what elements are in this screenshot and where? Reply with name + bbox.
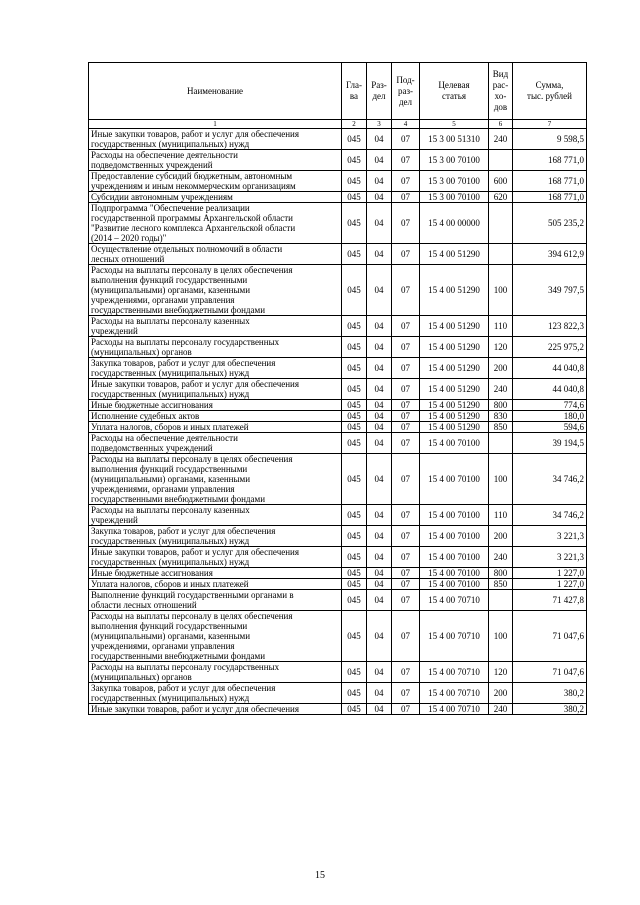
table-row (89, 171, 587, 192)
cell-sum: 44 040,8 (513, 358, 587, 379)
header-stat-text: Целевая статья (438, 80, 470, 101)
cell-sum: 774,6 (513, 400, 587, 411)
cell-glava: 045 (342, 454, 367, 505)
header-stat (420, 63, 489, 120)
cell-sum: 123 822,3 (513, 316, 587, 337)
cell-name-line: государственных (муниципальных) нужд (91, 139, 250, 149)
cell-name (89, 611, 342, 662)
cell-stat: 15 4 00 70710 (420, 590, 489, 611)
table-row (89, 422, 587, 433)
cell-name (89, 422, 342, 433)
cell-name-line: Предоставление субсидий бюджетным, автономным (91, 171, 293, 181)
cell-sum: 1 227,0 (513, 568, 587, 579)
cell-name-line: государственными внебюджетными фондами (91, 494, 266, 504)
cell-glava: 045 (342, 547, 367, 568)
cell-name-line: учреждений (91, 326, 138, 336)
cell-sum: 380,2 (513, 683, 587, 704)
cell-razdel: 04 (367, 337, 392, 358)
cell-stat: 15 4 00 70100 (420, 454, 489, 505)
table-row (89, 358, 587, 379)
cell-glava: 045 (342, 579, 367, 590)
cell-razdel: 04 (367, 150, 392, 171)
table-row (89, 265, 587, 316)
header-razdel-text: Раз- дел (371, 80, 387, 101)
cell-razdel: 04 (367, 433, 392, 454)
cell-name-line: подведомственных учреждений (91, 160, 213, 170)
cell-stat: 15 4 00 70710 (420, 662, 489, 683)
cell-name-line: Расходы на обеспечение деятельности (91, 433, 238, 443)
cell-podrazdel: 07 (392, 611, 420, 662)
cell-vid: 240 (489, 129, 513, 150)
cell-sum: 225 975,2 (513, 337, 587, 358)
cell-glava: 045 (342, 505, 367, 526)
cell-podrazdel: 07 (392, 411, 420, 422)
cell-name-line: государственных (муниципальных) нужд (91, 389, 250, 399)
cell-vid: 100 (489, 454, 513, 505)
cell-stat: 15 4 00 70100 (420, 547, 489, 568)
cell-name (89, 704, 342, 715)
cell-name-line: Подпрограмма "Обеспечение реализации (91, 203, 250, 213)
cell-vid: 200 (489, 358, 513, 379)
cell-podrazdel: 07 (392, 704, 420, 715)
cell-name (89, 129, 342, 150)
cell-stat: 15 4 00 70100 (420, 568, 489, 579)
table-row (89, 683, 587, 704)
cell-sum: 505 235,2 (513, 203, 587, 244)
cell-name-line: (2014 – 2020 годы)" (91, 233, 167, 243)
cell-vid: 100 (489, 611, 513, 662)
cell-name-line: Расходы на выплаты персоналу государственных (91, 337, 280, 347)
cell-glava: 045 (342, 337, 367, 358)
cell-glava: 045 (342, 316, 367, 337)
table-row (89, 203, 587, 244)
cell-stat: 15 4 00 70710 (420, 704, 489, 715)
cell-sum: 71 427,8 (513, 590, 587, 611)
cell-vid: 200 (489, 526, 513, 547)
cell-podrazdel: 07 (392, 203, 420, 244)
cell-stat: 15 4 00 70710 (420, 683, 489, 704)
cell-podrazdel: 07 (392, 265, 420, 316)
cell-name-line: государственными внебюджетными фондами (91, 651, 266, 661)
cell-stat: 15 3 00 70100 (420, 150, 489, 171)
cell-name-line: (муниципальных) органов (91, 672, 192, 682)
cell-name-line: учреждениями, органами управления (91, 484, 235, 494)
header-glava (342, 63, 367, 120)
cell-name (89, 433, 342, 454)
cell-name-line: выполнения функций государственными (91, 275, 248, 285)
cell-stat: 15 4 00 51290 (420, 337, 489, 358)
cell-glava: 045 (342, 704, 367, 715)
cell-glava: 045 (342, 379, 367, 400)
cell-podrazdel: 07 (392, 192, 420, 203)
table-header (89, 63, 587, 129)
table-row (89, 662, 587, 683)
cell-name (89, 316, 342, 337)
cell-name-line: Субсидии автономным учреждениям (91, 192, 233, 202)
cell-vid: 240 (489, 379, 513, 400)
column-number: 4 (392, 120, 420, 129)
cell-podrazdel: 07 (392, 526, 420, 547)
cell-podrazdel: 07 (392, 171, 420, 192)
table-row (89, 526, 587, 547)
cell-podrazdel: 07 (392, 662, 420, 683)
cell-podrazdel: 07 (392, 433, 420, 454)
cell-stat: 15 4 00 51290 (420, 379, 489, 400)
cell-stat: 15 4 00 51290 (420, 400, 489, 411)
cell-name-line: Уплата налогов, сборов и иных платежей (91, 579, 249, 589)
cell-name-line: (муниципальными) органами, казенными (91, 474, 251, 484)
cell-stat: 15 4 00 70100 (420, 433, 489, 454)
cell-razdel: 04 (367, 704, 392, 715)
cell-glava: 045 (342, 171, 367, 192)
cell-vid: 830 (489, 411, 513, 422)
cell-stat: 15 4 00 51290 (420, 422, 489, 433)
cell-razdel: 04 (367, 192, 392, 203)
cell-vid: 800 (489, 568, 513, 579)
cell-vid: 800 (489, 400, 513, 411)
cell-name-line: Закупка товаров, работ и услуг для обеспечения (91, 358, 276, 368)
column-number: 1 (89, 120, 342, 129)
cell-name-line: лесных отношений (91, 254, 165, 264)
cell-glava: 045 (342, 683, 367, 704)
cell-sum: 394 612,9 (513, 244, 587, 265)
cell-name-line: Иные бюджетные ассигнования (91, 400, 213, 410)
cell-name (89, 265, 342, 316)
cell-name-line: Расходы на обеспечение деятельности (91, 150, 238, 160)
column-number: 3 (367, 120, 392, 129)
table-row (89, 505, 587, 526)
cell-podrazdel: 07 (392, 400, 420, 411)
cell-podrazdel: 07 (392, 568, 420, 579)
cell-vid: 620 (489, 192, 513, 203)
cell-stat: 15 4 00 00000 (420, 203, 489, 244)
cell-vid (489, 150, 513, 171)
column-number: 5 (420, 120, 489, 129)
cell-name-line: государственных (муниципальных) нужд (91, 693, 250, 703)
cell-name (89, 337, 342, 358)
cell-name-line: учреждениями, органами управления (91, 295, 235, 305)
cell-razdel: 04 (367, 683, 392, 704)
cell-stat: 15 4 00 51290 (420, 358, 489, 379)
cell-vid (489, 244, 513, 265)
cell-podrazdel: 07 (392, 422, 420, 433)
cell-vid: 100 (489, 265, 513, 316)
header-name-text: Наименование (186, 85, 244, 96)
cell-razdel: 04 (367, 171, 392, 192)
column-number: 6 (489, 120, 513, 129)
cell-name-line: государственной программы Архангельской области (91, 213, 293, 223)
cell-stat: 15 4 00 51290 (420, 411, 489, 422)
cell-razdel: 04 (367, 358, 392, 379)
cell-name-line: Иные закупки товаров, работ и услуг для обеспечения (91, 704, 299, 714)
cell-podrazdel: 07 (392, 505, 420, 526)
cell-glava: 045 (342, 433, 367, 454)
cell-vid (489, 433, 513, 454)
table-row (89, 192, 587, 203)
cell-name (89, 662, 342, 683)
cell-podrazdel: 07 (392, 683, 420, 704)
page-number: 15 (315, 870, 325, 881)
cell-glava: 045 (342, 265, 367, 316)
table-row (89, 379, 587, 400)
header-razdel (367, 63, 392, 120)
table-row (89, 590, 587, 611)
cell-stat: 15 3 00 70100 (420, 171, 489, 192)
cell-podrazdel: 07 (392, 337, 420, 358)
cell-vid: 240 (489, 547, 513, 568)
cell-name (89, 590, 342, 611)
cell-name-line: выполнения функций государственными (91, 464, 248, 474)
cell-sum: 168 771,0 (513, 192, 587, 203)
cell-razdel: 04 (367, 379, 392, 400)
cell-razdel: 04 (367, 568, 392, 579)
cell-sum: 34 746,2 (513, 454, 587, 505)
cell-name-line: Закупка товаров, работ и услуг для обеспечения (91, 526, 276, 536)
cell-sum: 349 797,5 (513, 265, 587, 316)
cell-vid: 120 (489, 337, 513, 358)
cell-stat: 15 4 00 70100 (420, 505, 489, 526)
cell-name-line: Расходы на выплаты персоналу в целях обеспечения (91, 611, 293, 621)
cell-glava: 045 (342, 203, 367, 244)
cell-name-line: учреждений (91, 515, 138, 525)
table-row (89, 547, 587, 568)
cell-razdel: 04 (367, 203, 392, 244)
cell-glava: 045 (342, 590, 367, 611)
cell-name (89, 505, 342, 526)
cell-name-line: Исполнение судебных актов (91, 411, 200, 421)
cell-glava: 045 (342, 400, 367, 411)
cell-razdel: 04 (367, 316, 392, 337)
cell-razdel: 04 (367, 400, 392, 411)
cell-name-line: Иные закупки товаров, работ и услуг для обеспечения (91, 129, 299, 139)
cell-name (89, 171, 342, 192)
cell-razdel: 04 (367, 411, 392, 422)
table-row (89, 400, 587, 411)
cell-sum: 1 227,0 (513, 579, 587, 590)
table-row (89, 568, 587, 579)
column-number: 7 (513, 120, 587, 129)
cell-glava: 045 (342, 358, 367, 379)
cell-razdel: 04 (367, 662, 392, 683)
cell-name-line: учреждениям и иным некоммерческим организациям (91, 181, 296, 191)
table-row (89, 337, 587, 358)
cell-razdel: 04 (367, 590, 392, 611)
cell-name-line: Иные закупки товаров, работ и услуг для обеспечения (91, 379, 299, 389)
cell-glava: 045 (342, 150, 367, 171)
cell-name-line: (муниципальных) органов (91, 347, 192, 357)
cell-vid: 850 (489, 579, 513, 590)
cell-name (89, 411, 342, 422)
cell-sum: 168 771,0 (513, 150, 587, 171)
cell-name (89, 192, 342, 203)
header-name (89, 63, 342, 120)
cell-glava: 045 (342, 422, 367, 433)
cell-name-line: государственными внебюджетными фондами (91, 305, 266, 315)
table-row (89, 579, 587, 590)
cell-podrazdel: 07 (392, 590, 420, 611)
cell-sum: 71 047,6 (513, 662, 587, 683)
cell-name (89, 150, 342, 171)
cell-name-line: Иные закупки товаров, работ и услуг для обеспечения (91, 547, 299, 557)
cell-name-line: государственных (муниципальных) нужд (91, 557, 250, 567)
cell-podrazdel: 07 (392, 579, 420, 590)
cell-name-line: Иные бюджетные ассигнования (91, 568, 213, 578)
cell-sum: 3 221,3 (513, 547, 587, 568)
cell-podrazdel: 07 (392, 454, 420, 505)
cell-sum: 39 194,5 (513, 433, 587, 454)
cell-sum: 380,2 (513, 704, 587, 715)
cell-stat: 15 4 00 51290 (420, 244, 489, 265)
cell-name (89, 400, 342, 411)
cell-name-line: Расходы на выплаты персоналу казенных (91, 316, 250, 326)
cell-name-line: государственных (муниципальных) нужд (91, 536, 250, 546)
cell-razdel: 04 (367, 244, 392, 265)
cell-sum: 9 598,5 (513, 129, 587, 150)
table-row (89, 433, 587, 454)
cell-stat: 15 4 00 51290 (420, 265, 489, 316)
table-row (89, 704, 587, 715)
cell-vid: 120 (489, 662, 513, 683)
cell-podrazdel: 07 (392, 129, 420, 150)
cell-name-line: Расходы на выплаты персоналу в целях обеспечения (91, 454, 293, 464)
cell-name-line: Расходы на выплаты персоналу в целях обеспечения (91, 265, 293, 275)
cell-name (89, 203, 342, 244)
table-row (89, 244, 587, 265)
cell-podrazdel: 07 (392, 244, 420, 265)
cell-razdel: 04 (367, 579, 392, 590)
cell-name (89, 683, 342, 704)
cell-name-line: Закупка товаров, работ и услуг для обеспечения (91, 683, 276, 693)
cell-sum: 180,0 (513, 411, 587, 422)
cell-glava: 045 (342, 611, 367, 662)
cell-razdel: 04 (367, 505, 392, 526)
header-vid-text: Вид рас- хо- дов (492, 69, 509, 112)
cell-name (89, 244, 342, 265)
cell-razdel: 04 (367, 526, 392, 547)
cell-name (89, 526, 342, 547)
cell-podrazdel: 07 (392, 358, 420, 379)
cell-stat: 15 4 00 51290 (420, 316, 489, 337)
table-row (89, 129, 587, 150)
cell-vid: 240 (489, 704, 513, 715)
cell-name-line: (муниципальными) органами, казенными (91, 631, 251, 641)
table-row (89, 611, 587, 662)
header-glava-text: Гла- ва (345, 80, 362, 101)
cell-stat: 15 4 00 70710 (420, 611, 489, 662)
cell-name-line: области лесных отношений (91, 600, 197, 610)
cell-name-line: Осуществление отдельных полномочий в области (91, 244, 283, 254)
cell-name (89, 547, 342, 568)
cell-name-line: (муниципальными) органами, казенными (91, 285, 251, 295)
cell-stat: 15 3 00 70100 (420, 192, 489, 203)
cell-razdel: 04 (367, 265, 392, 316)
cell-name-line: Расходы на выплаты персоналу государственных (91, 662, 280, 672)
cell-name (89, 568, 342, 579)
header-sum (513, 63, 587, 120)
cell-name (89, 379, 342, 400)
cell-stat: 15 3 00 51310 (420, 129, 489, 150)
cell-glava: 045 (342, 244, 367, 265)
cell-podrazdel: 07 (392, 150, 420, 171)
cell-name-line: Уплата налогов, сборов и иных платежей (91, 422, 249, 432)
cell-sum: 44 040,8 (513, 379, 587, 400)
cell-vid: 110 (489, 505, 513, 526)
cell-podrazdel: 07 (392, 316, 420, 337)
header-vid (489, 63, 513, 120)
cell-name (89, 579, 342, 590)
cell-sum: 71 047,6 (513, 611, 587, 662)
column-number-row (89, 120, 587, 129)
cell-sum: 594,6 (513, 422, 587, 433)
table-row (89, 454, 587, 505)
cell-name-line: выполнения функций государственными (91, 621, 248, 631)
cell-name (89, 454, 342, 505)
cell-sum: 168 771,0 (513, 171, 587, 192)
header-podrazdel-text: Под- раз- дел (396, 74, 415, 107)
cell-vid (489, 590, 513, 611)
cell-glava: 045 (342, 129, 367, 150)
cell-podrazdel: 07 (392, 379, 420, 400)
cell-vid: 110 (489, 316, 513, 337)
cell-name-line: учреждениями, органами управления (91, 641, 235, 651)
cell-name-line: государственных (муниципальных) нужд (91, 368, 250, 378)
cell-sum: 3 221,3 (513, 526, 587, 547)
cell-name-line: "Развитие лесного комплекса Архангельской области (91, 223, 296, 233)
cell-stat: 15 4 00 70100 (420, 579, 489, 590)
table-row (89, 316, 587, 337)
header-podrazdel (392, 63, 420, 120)
budget-table (88, 62, 587, 715)
cell-razdel: 04 (367, 611, 392, 662)
cell-vid: 200 (489, 683, 513, 704)
cell-razdel: 04 (367, 454, 392, 505)
cell-stat: 15 4 00 70100 (420, 526, 489, 547)
cell-razdel: 04 (367, 547, 392, 568)
cell-name (89, 358, 342, 379)
cell-glava: 045 (342, 192, 367, 203)
cell-podrazdel: 07 (392, 547, 420, 568)
cell-vid: 600 (489, 171, 513, 192)
cell-sum: 34 746,2 (513, 505, 587, 526)
cell-glava: 045 (342, 662, 367, 683)
table-row (89, 411, 587, 422)
table-body (89, 129, 587, 715)
table-row (89, 150, 587, 171)
cell-name-line: Выполнение функций государственными органами в (91, 590, 294, 600)
cell-razdel: 04 (367, 129, 392, 150)
cell-glava: 045 (342, 526, 367, 547)
cell-razdel: 04 (367, 422, 392, 433)
cell-vid: 850 (489, 422, 513, 433)
cell-glava: 045 (342, 568, 367, 579)
header-sum-text: Сумма, тыс. рублей (527, 80, 572, 101)
cell-name-line: подведомственных учреждений (91, 443, 213, 453)
cell-vid (489, 203, 513, 244)
column-number: 2 (342, 120, 367, 129)
cell-glava: 045 (342, 411, 367, 422)
cell-name-line: Расходы на выплаты персоналу казенных (91, 505, 250, 515)
